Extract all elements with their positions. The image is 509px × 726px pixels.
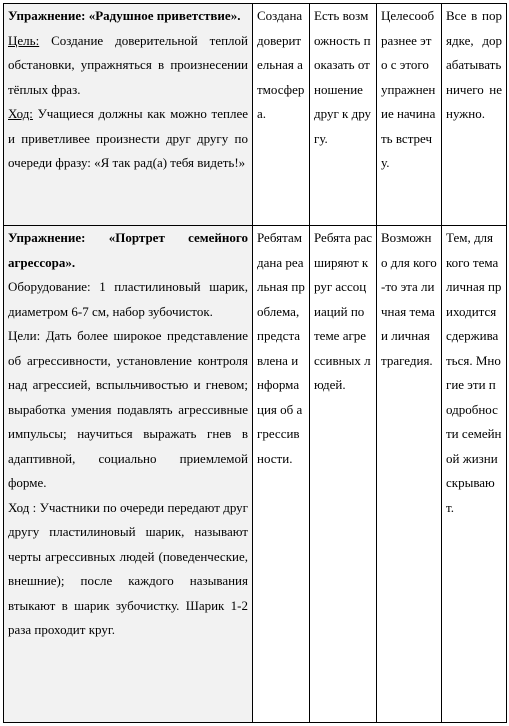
goal-text: Создание доверительной теплой обстановки, упражняться в произнесении тёплых фраз.	[8, 32, 248, 97]
goal-label: Цель:	[8, 32, 40, 48]
equipment-text: 1 пластилиновый шарик, диаметром 6-7 см, набор зубочисток.	[8, 279, 248, 319]
exercise-move	[8, 102, 248, 176]
equipment-label: Оборудование:	[8, 279, 91, 295]
move-text: Учащиеся должны как можно теплее и приветливее произнести друг другу по очереди фразу: «Я так рад(а) тебя видеть!»	[8, 106, 248, 170]
move-label: Ход:	[8, 106, 33, 121]
exercise-description-cell	[4, 226, 253, 723]
remark-cell: Возможно для кого-то эта личная тема и личная трагедия.	[377, 226, 442, 723]
result-cell: Создана доверительная атмосфера.	[253, 4, 310, 226]
improvement-cell: Тем, для кого тема личная приходится сдерживаться. Многие эти подробности семейной жизни скрывают.	[442, 226, 507, 723]
exercise-title: Упражнение: «Радушное приветствие».	[8, 8, 241, 23]
exercise-description-cell	[4, 4, 253, 226]
goals-text: Дать более широкое представление об агрессивности, установление контроля над агрессией, вспыльчивостью и гневом; выработка умения подавлять агрессивные импульсы; научиться выражать гнев в адаптивной, социально приемлемой форме.	[8, 328, 248, 491]
move-label: Ход :	[8, 499, 37, 515]
result-cell: Ребятам дана реальная проблема, представлена информация об агрессивности.	[253, 226, 310, 723]
table-row	[4, 4, 507, 226]
improvement-cell: Все в порядке, дорабатывать ничего не нужно.	[442, 4, 507, 226]
exercise-goal	[8, 29, 248, 103]
exercise-equipment	[8, 275, 248, 324]
exercise-goals	[8, 324, 248, 496]
opportunity-cell: Ребята расширяют круг ассоциаций по теме агрессивных людей.	[310, 226, 377, 723]
table-row	[4, 226, 507, 723]
exercise-move	[8, 496, 248, 643]
exercise-analysis-table	[3, 3, 507, 723]
goals-label: Цели:	[8, 328, 41, 344]
exercise-title: Упражнение: «Портрет семейного агрессора».	[8, 230, 248, 270]
remark-cell: Целесообразнее это с этого упражнение начинать встречу.	[377, 4, 442, 226]
move-text: Участники по очереди передают друг другу пластилиновый шарик, называют черты агрессивных людей (поведенческие, внешние); после каждого называния втыкают в шарик зубочистку. Шарик 1-2 раза проходит круг.	[8, 499, 249, 638]
opportunity-cell: Есть возможность показать отношение друг к другу.	[310, 4, 377, 226]
